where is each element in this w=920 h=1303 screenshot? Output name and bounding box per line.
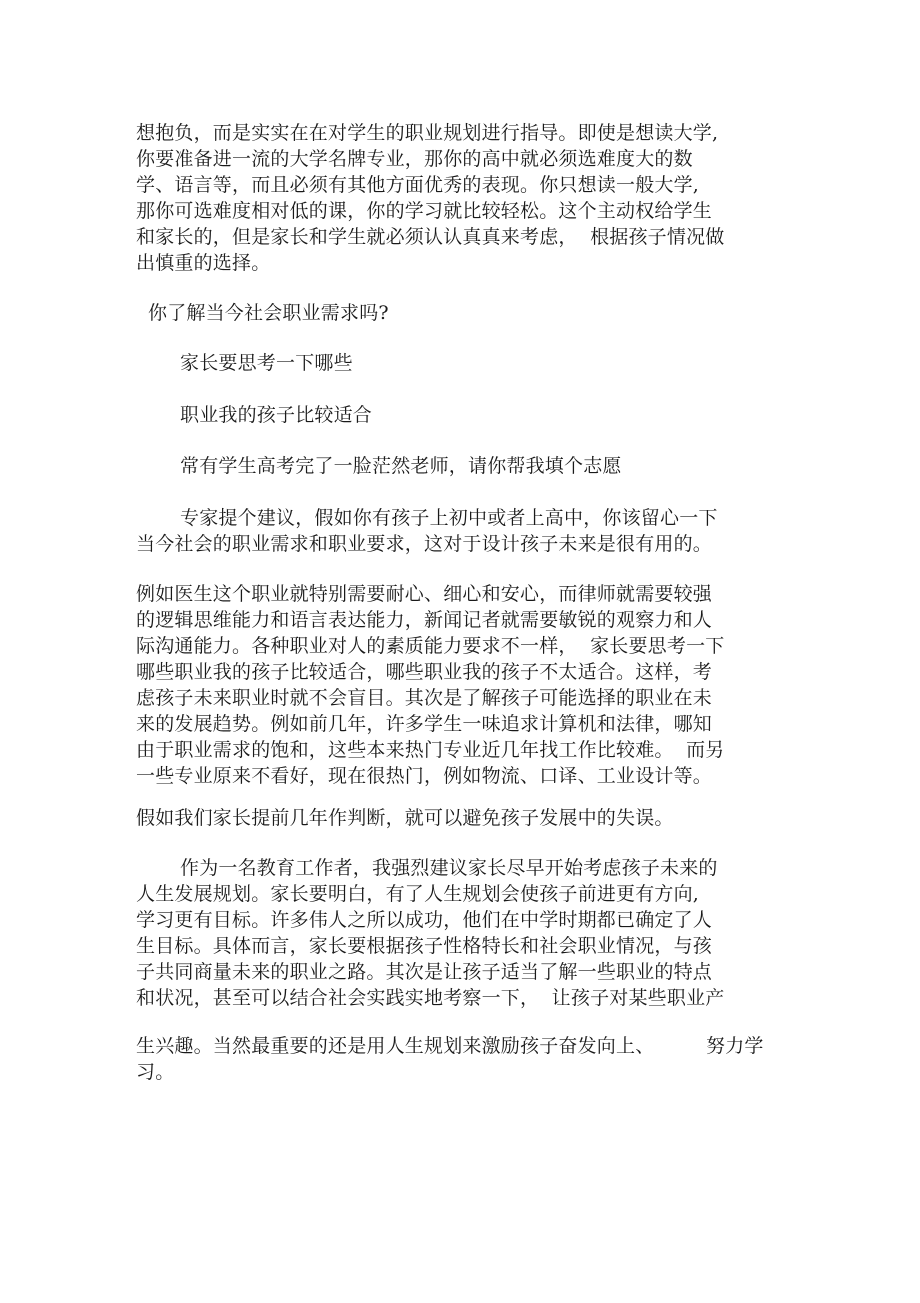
paragraph-3-line-1: 例如医生这个职业就特别需要耐心、细心和安心，而律师就需要较强 <box>136 583 713 605</box>
paragraph-2-line-1: 专家提个建议，假如你有孩子上初中或者上高中，你该留心一下 <box>180 507 718 529</box>
paragraph-2-line-2: 当今社会的职业需求和职业要求，这对于设计孩子未来是很有用的。 <box>136 533 713 555</box>
heading-question: 你了解当今社会职业需求吗? <box>148 302 389 324</box>
paragraph-1-line-1: 想抱负，而是实实在在对学生的职业规划进行指导。即使是想读大学, <box>136 122 719 144</box>
paragraph-5-line-3: 学习更有目标。许多伟人之所以成功，他们在中学时期都已确定了人 <box>136 909 713 931</box>
paragraph-5-line-5: 子共同商量未来的职业之路。其次是让孩子适当了解一些职业的特点 <box>136 961 713 983</box>
short-line-1: 家长要思考一下哪些 <box>180 352 353 374</box>
paragraph-3-line-7: 由于职业需求的饱和，这些本来热门专业近几年找工作比较难。 而另 <box>136 739 725 761</box>
paragraph-5-line-2: 人生发展规划。家长要明白，有了人生规划会使孩子前进更有方向, <box>136 883 700 905</box>
paragraph-1-line-6: 出慎重的选择。 <box>136 252 271 274</box>
paragraph-6-line-2: 习。 <box>136 1061 175 1083</box>
paragraph-4: 假如我们家长提前几年作判断，就可以避免孩子发展中的失误。 <box>136 807 674 829</box>
paragraph-6-line-1-tail: 努力学 <box>706 1035 764 1057</box>
paragraph-3-line-6: 来的发展趋势。例如前几年，许多学生一味追求计算机和法律，哪知 <box>136 713 713 735</box>
paragraph-6-line-1: 生兴趣。当然最重要的还是用人生规划来激励孩子奋发向上、 <box>136 1035 655 1057</box>
paragraph-3-line-5: 虑孩子未来职业时就不会盲目。其次是了解孩子可能选择的职业在未 <box>136 687 713 709</box>
short-line-3: 常有学生高考完了一脸茫然老师，请你帮我填个志愿 <box>180 455 622 477</box>
paragraph-1-line-4: 那你可选难度相对低的课，你的学习就比较轻松。这个主动权给学生 <box>136 200 713 222</box>
paragraph-1-line-3: 学、语言等，而且必须有其他方面优秀的表现。你只想读一般大学, <box>136 174 700 196</box>
paragraph-1-line-5: 和家长的，但是家长和学生就必须认认真真来考虑， 根据孩子情况做 <box>136 226 725 248</box>
paragraph-5-line-6: 和状况，甚至可以结合社会实践实地考察一下， 让孩子对某些职业产 <box>136 987 725 1009</box>
paragraph-3-line-3: 际沟通能力。各种职业对人的素质能力要求不一样， 家长要思考一下 <box>136 635 725 657</box>
paragraph-3-line-8: 一些专业原来不看好，现在很热门，例如物流、口译、工业设计等。 <box>136 765 713 787</box>
short-line-2: 职业我的孩子比较适合 <box>180 404 373 426</box>
paragraph-5-line-1: 作为一名教育工作者，我强烈建议家长尽早开始考虑孩子未来的 <box>180 857 718 879</box>
paragraph-1-line-2: 你要准备进一流的大学名牌专业，那你的高中就必须选难度大的数 <box>136 148 693 170</box>
paragraph-5-line-4: 生目标。具体而言，家长要根据孩子性格特长和社会职业情况，与孩 <box>136 935 713 957</box>
paragraph-3-line-2: 的逻辑思维能力和语言表达能力，新闻记者就需要敏锐的观察力和人 <box>136 609 713 631</box>
paragraph-3-line-4: 哪些职业我的孩子比较适合，哪些职业我的孩子不太适合。这样，考 <box>136 661 713 683</box>
